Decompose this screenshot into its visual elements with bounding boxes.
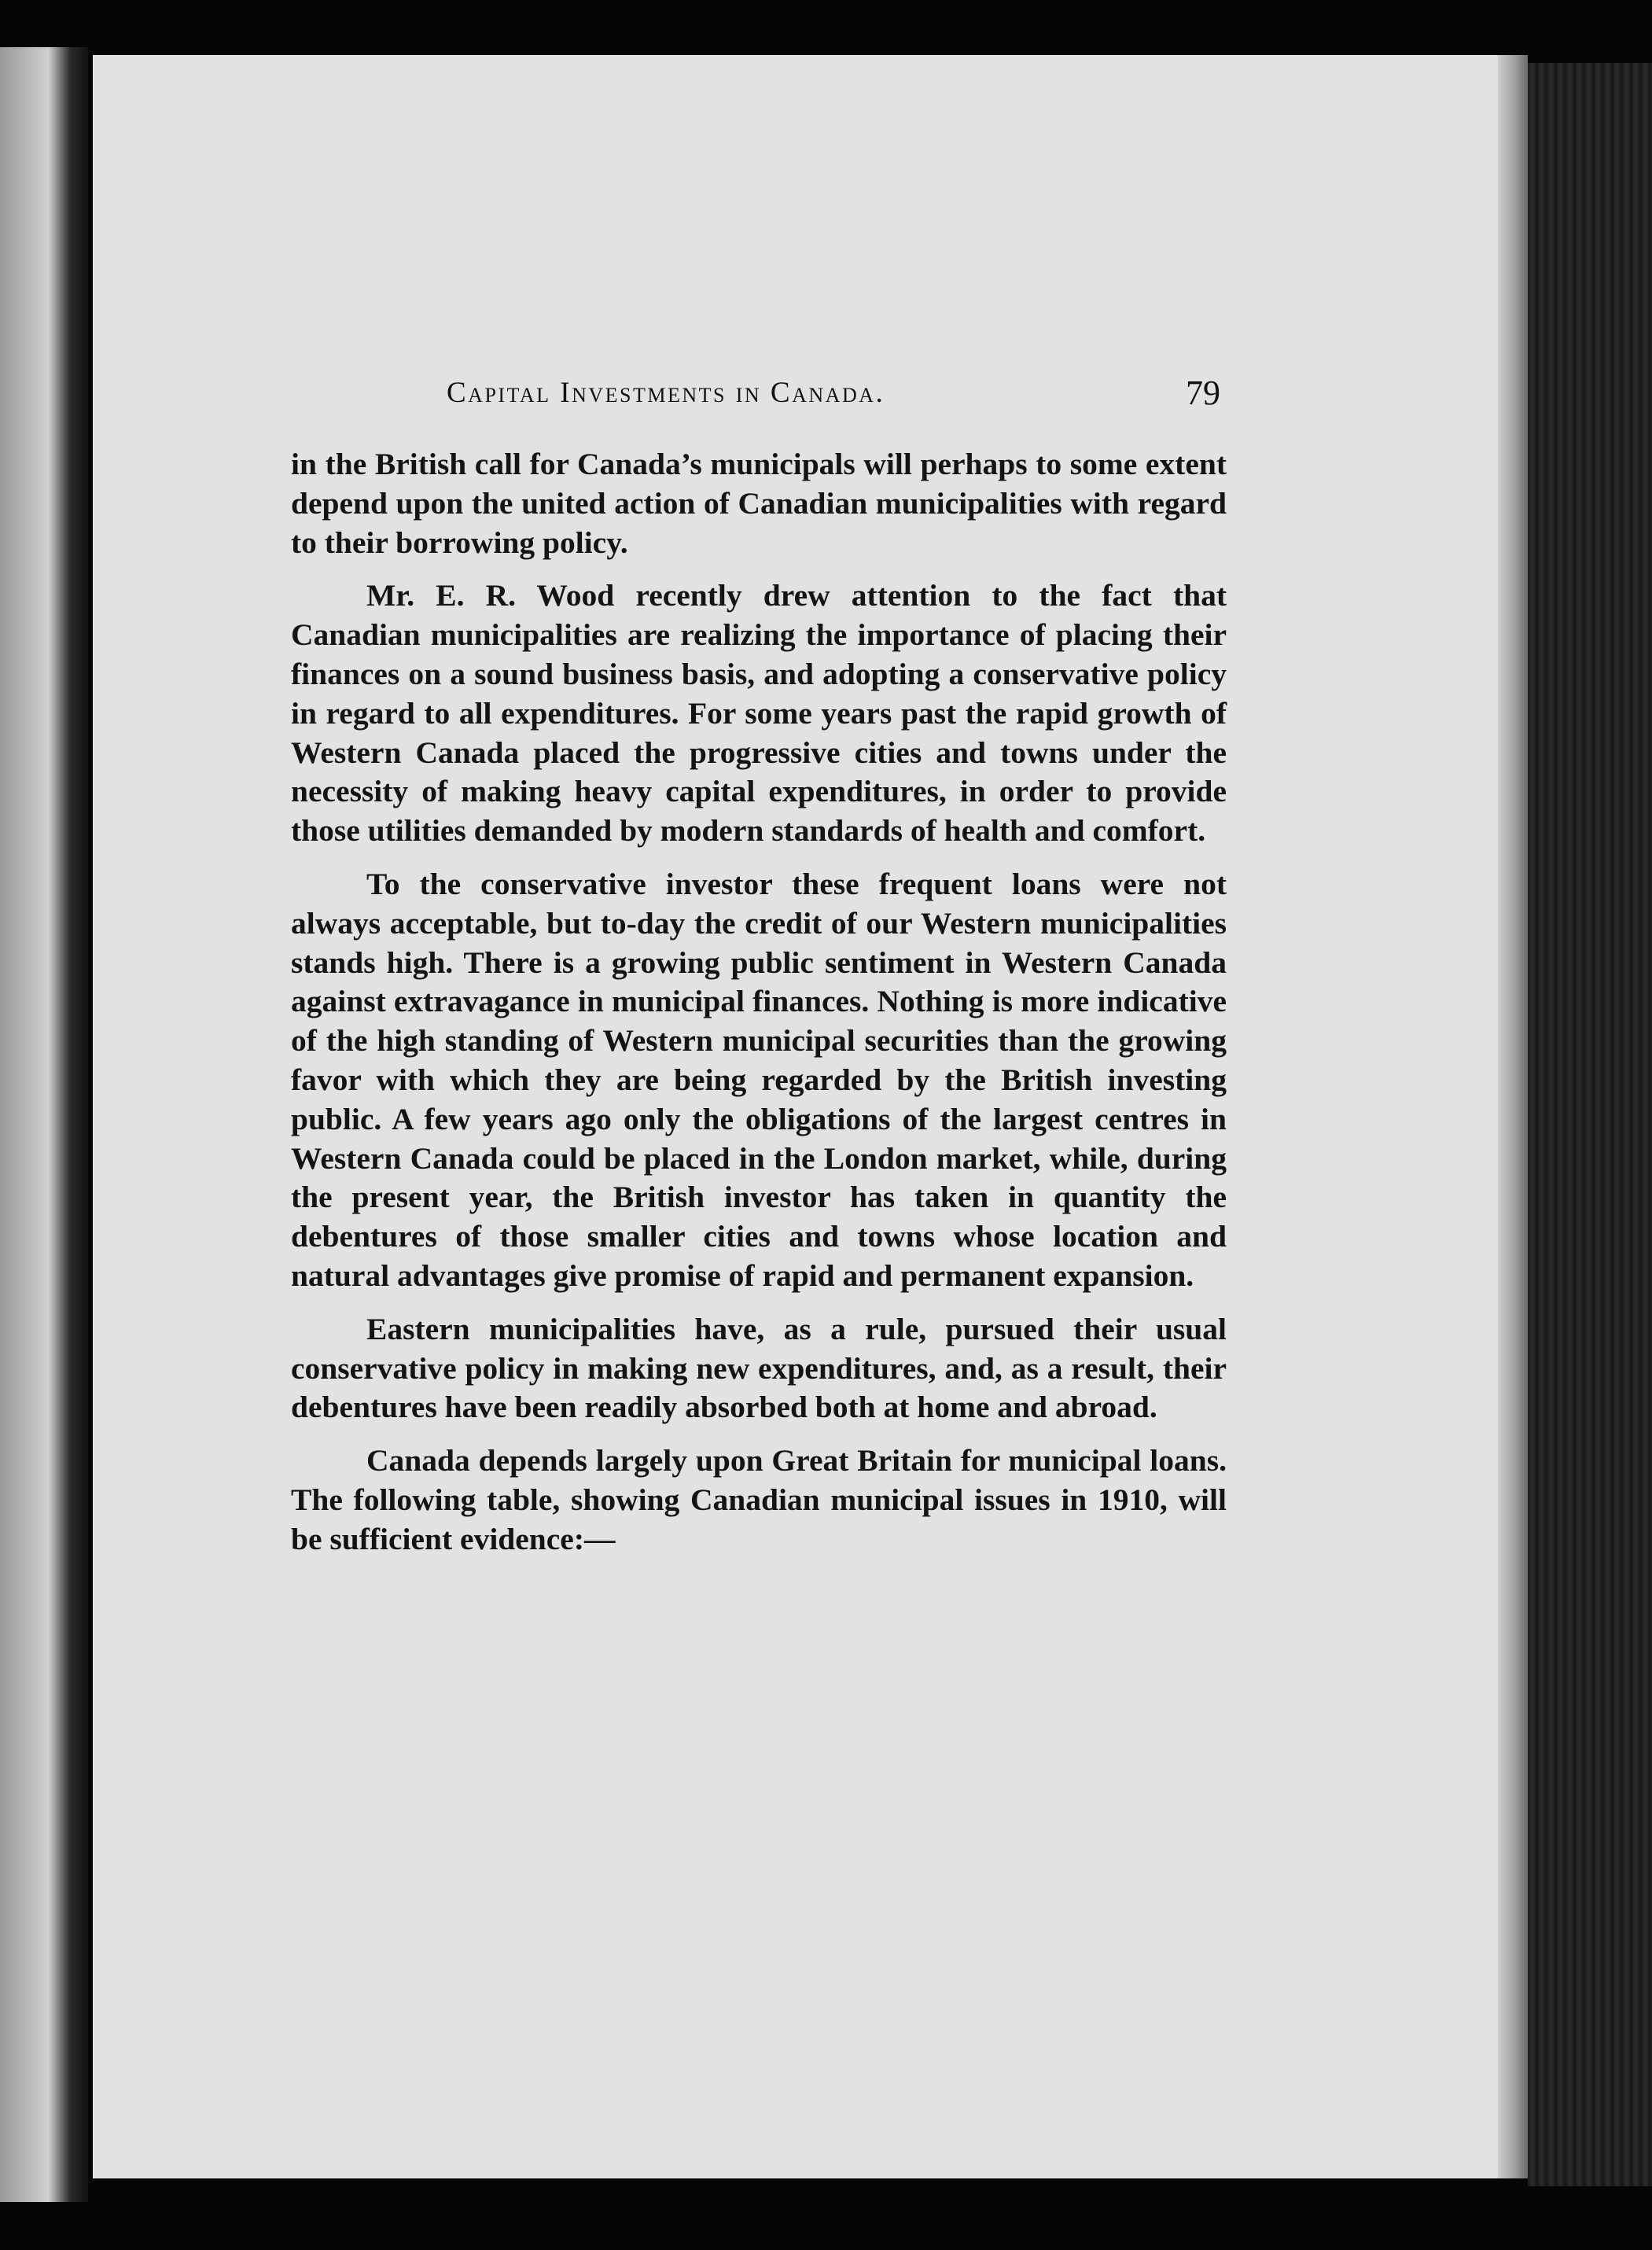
page-number: 79 [1186,374,1220,412]
paragraph: Eastern municipalities have, as a rule, pursued their usual conservative policy in making new expenditures, and, as a result, their debentures have been readily absorbed both at home and abroad. [291,1311,1227,1425]
paragraph: Canada depends largely upon Great Britain for municipal loans. The following table, showing Canadian municipal issues in 1910, will be sufficient evidence:— [291,1443,1227,1556]
body-text [291,445,1227,1574]
paragraph: in the British call for Canada’s municipals will perhaps to some extent depend upon the united action of Canadian municipalities with regard to their borrowing policy. [291,447,1227,560]
facing-page-edge [0,47,88,2202]
running-head [447,370,1225,417]
paragraph: To the conservative investor these frequent loans were not always acceptable, but to-day the credit of our Western municipalities stands high. There is a growing public sentiment in Western Canada against extravagance in municipal finances. Nothing is more indicative of the high standing of Western municipal securities than the growing favor with which they are being regarded by the British investing public. A few years ago only the obligations of the largest centres in Western Canada could be placed in the London market, while, during the present year, the British investor has taken in quantity the debentures of those smaller cities and towns whose location and natural advantages give promise of rapid and permanent expansion. [291,866,1227,1293]
book-block-edge [1528,63,1652,2186]
running-title: Capital Investments in Canada. [447,377,885,409]
page-fore-edge [1498,55,1528,2178]
paragraph: Mr. E. R. Wood recently drew attention to the fact that Canadian municipalities are realizing the importance of placing their finances on a sound business basis, and adopting a conservative policy in regard to all expenditures. For some years past the rapid growth of Western Canada placed the progressive cities and towns under the necessity of making heavy capital expenditures, in order to provide those utilities demanded by modern standards of health and comfort. [291,578,1227,849]
